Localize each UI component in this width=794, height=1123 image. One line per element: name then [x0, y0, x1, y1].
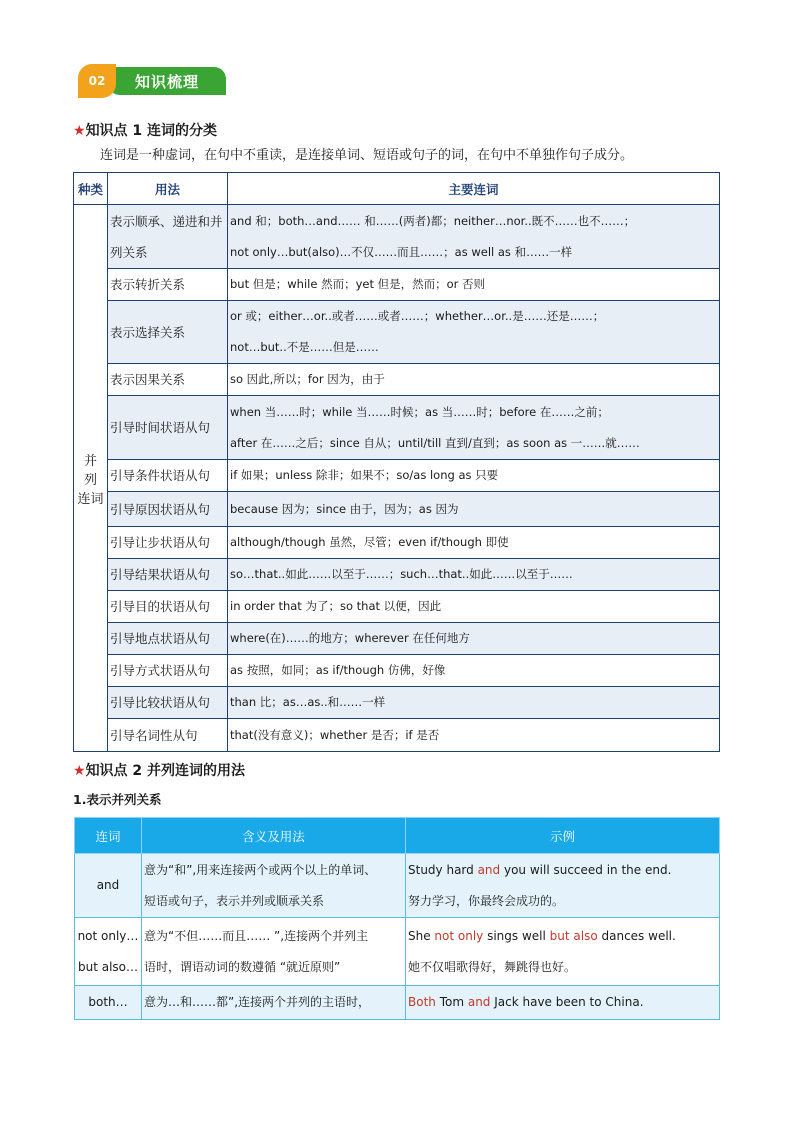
usage-cell: 表示顺承、递进和并列关系 [108, 205, 228, 269]
knowledge-point-1-title: 知识点 1 连词的分类 [85, 123, 218, 139]
coordinate-conjunction-table [74, 817, 720, 1020]
usage-cell: 引导地点状语从句 [108, 623, 228, 655]
conjunctions-cell [228, 396, 720, 460]
star-icon: ★ [73, 763, 86, 779]
example-line [408, 855, 717, 886]
example-text: dances well. [597, 928, 676, 943]
example-text: sings well [483, 928, 550, 943]
conjunctions-cell [228, 301, 720, 364]
table-row [74, 269, 720, 301]
conjunction-line: after 在……之后；since 自从；until/till 直到/直到；as soon as 一……就…… [230, 435, 640, 450]
conjunctions-cell [228, 591, 720, 623]
usage-cell: 表示因果关系 [108, 364, 228, 396]
meaning-line: 意为…和……都”,连接两个并列的主语时， [144, 995, 371, 1009]
subheading-coordinate: 1.表示并列关系 [73, 792, 162, 807]
conjunctions-cell [228, 364, 720, 396]
table-row [75, 986, 720, 1020]
conjunction-text: but also… [77, 959, 139, 974]
usage-cell: 引导结果状语从句 [108, 559, 228, 591]
section-number: 02 [78, 64, 116, 98]
conjunction-text: both… [88, 995, 128, 1009]
knowledge-point-2-heading [73, 760, 245, 780]
conjunction-cell [75, 918, 142, 986]
conjunction-line: if 如果；unless 除非；如果不；so/as long as 只要 [230, 468, 499, 482]
usage-cell: 引导方式状语从句 [108, 655, 228, 687]
table-row [74, 623, 720, 655]
example-line [408, 987, 717, 1018]
header-words: 主要连词 [228, 173, 720, 205]
conjunctions-cell [228, 655, 720, 687]
usage-cell: 表示转折关系 [108, 269, 228, 301]
conjunction-line: not only…but(also)…不仅……而且……；as well as 和……一样 [230, 244, 573, 259]
table-row [74, 364, 720, 396]
table-row [74, 460, 720, 492]
meaning-cell [142, 986, 406, 1020]
meaning-line: 短语或句子，表示并列或顺承关系 [144, 893, 325, 908]
conjunction-line: because 因为；since 由于，因为；as 因为 [230, 501, 459, 516]
meaning-line: 意为“不但……而且…… ”,连接两个并列主 [144, 928, 369, 943]
conjunction-line: than 比；as…as..和……一样 [230, 695, 386, 709]
header-category: 种类 [74, 173, 108, 205]
conjunctions-cell [228, 559, 720, 591]
section-badge [78, 64, 228, 98]
conjunctions-cell [228, 623, 720, 655]
meaning-cell [142, 854, 406, 918]
table-header-row [75, 818, 720, 854]
example-text: you will succeed in the end. [500, 862, 672, 877]
example-cell [406, 986, 720, 1020]
usage-cell: 引导原因状语从句 [108, 492, 228, 527]
example-line [408, 886, 717, 917]
table-row [74, 205, 720, 269]
conjunction-line: where(在)……的地方；wherever 在任何地方 [230, 631, 470, 645]
conjunctions-cell [228, 527, 720, 559]
example-cell [406, 854, 720, 918]
table-row [74, 396, 720, 460]
table-row [74, 591, 720, 623]
table-row [74, 655, 720, 687]
table-row [74, 719, 720, 752]
conjunction-line: so 因此,所以；for 因为，由于 [230, 372, 385, 386]
conjunction-line: not…but..不是……但是…… [230, 340, 379, 354]
table-header-row [74, 173, 720, 205]
example-text: She [408, 928, 435, 943]
example-text: Tom [435, 995, 468, 1009]
knowledge-point-1-heading [73, 120, 217, 140]
table-row [74, 559, 720, 591]
table-row [74, 527, 720, 559]
conjunction-cell [75, 986, 142, 1020]
example-line [408, 952, 717, 983]
conjunction-line: although/though 虽然，尽管；even if/though 即使 [230, 535, 509, 549]
conjunction-line: in order that 为了；so that 以便，因此 [230, 599, 442, 613]
example-line [408, 921, 717, 952]
conjunction-line: so…that..如此……以至于……；such…that..如此……以至于…… [230, 567, 573, 581]
conjunctions-cell [228, 687, 720, 719]
conjunctions-cell [228, 492, 720, 527]
example-text: Jack have been to China. [490, 995, 644, 1009]
highlighted-conjunction: not only [434, 928, 484, 943]
highlighted-conjunction: and [467, 995, 491, 1009]
example-text: 她不仅唱歌得好，舞跳得也好。 [408, 959, 577, 974]
example-cell [406, 918, 720, 986]
header-example: 示例 [406, 818, 720, 854]
conjunctions-cell [228, 205, 720, 269]
star-icon: ★ [73, 123, 86, 139]
conjunction-text: and [96, 878, 120, 892]
conjunctions-cell [228, 269, 720, 301]
header-conjunction: 连词 [75, 818, 142, 854]
conjunction-classification-table [73, 172, 720, 752]
conjunctions-cell [228, 719, 720, 752]
conjunction-cell [75, 854, 142, 918]
section-title: 知识梳理 [108, 67, 226, 95]
usage-cell: 引导名词性从句 [108, 719, 228, 752]
highlighted-conjunction: Both [408, 995, 436, 1009]
highlighted-conjunction: but also [549, 928, 598, 943]
conjunction-line: when 当……时；while 当……时候；as 当……时；before 在……之前； [230, 404, 609, 419]
conjunction-text: not only… [77, 928, 139, 943]
table-row [74, 687, 720, 719]
intro-paragraph: 连词是一种虚词，在句中不重读，是连接单词、短语或句子的词，在句中不单独作句子成分。 [100, 148, 634, 163]
usage-cell: 引导条件状语从句 [108, 460, 228, 492]
usage-cell: 引导时间状语从句 [108, 396, 228, 460]
conjunction-line: and 和；both…and…… 和……(两者)都；neither…nor..既不……也不……； [230, 213, 636, 228]
meaning-line: 意为“和”,用来连接两个或两个以上的单词、 [144, 862, 377, 877]
table-row [75, 918, 720, 986]
header-meaning: 含义及用法 [142, 818, 406, 854]
conjunction-line: or 或；either…or..或者……或者……；whether…or..是……还是……； [230, 309, 605, 323]
table-row [75, 854, 720, 918]
header-usage: 用法 [108, 173, 228, 205]
usage-cell: 引导让步状语从句 [108, 527, 228, 559]
knowledge-point-2-title: 知识点 2 并列连词的用法 [85, 763, 246, 779]
highlighted-conjunction: and [477, 862, 501, 877]
usage-cell: 表示选择关系 [108, 301, 228, 364]
conjunctions-cell [228, 460, 720, 492]
conjunction-line: as 按照，如同；as if/though 仿佛，好像 [230, 663, 446, 677]
category-cell: 并 列 连词 [74, 205, 108, 752]
usage-cell: 引导比较状语从句 [108, 687, 228, 719]
conjunction-line: but 但是；while 然而；yet 但是，然而；or 否则 [230, 277, 486, 291]
conjunction-line: that(没有意义)；whether 是否；if 是否 [230, 727, 440, 742]
meaning-line: 语时，谓语动词的数遵循 “就近原则” [144, 959, 341, 974]
table-row [74, 492, 720, 527]
meaning-cell [142, 918, 406, 986]
example-text: 努力学习，你最终会成功的。 [408, 893, 565, 908]
table-row [74, 301, 720, 364]
usage-cell: 引导目的状语从句 [108, 591, 228, 623]
example-text: Study hard [408, 862, 478, 877]
